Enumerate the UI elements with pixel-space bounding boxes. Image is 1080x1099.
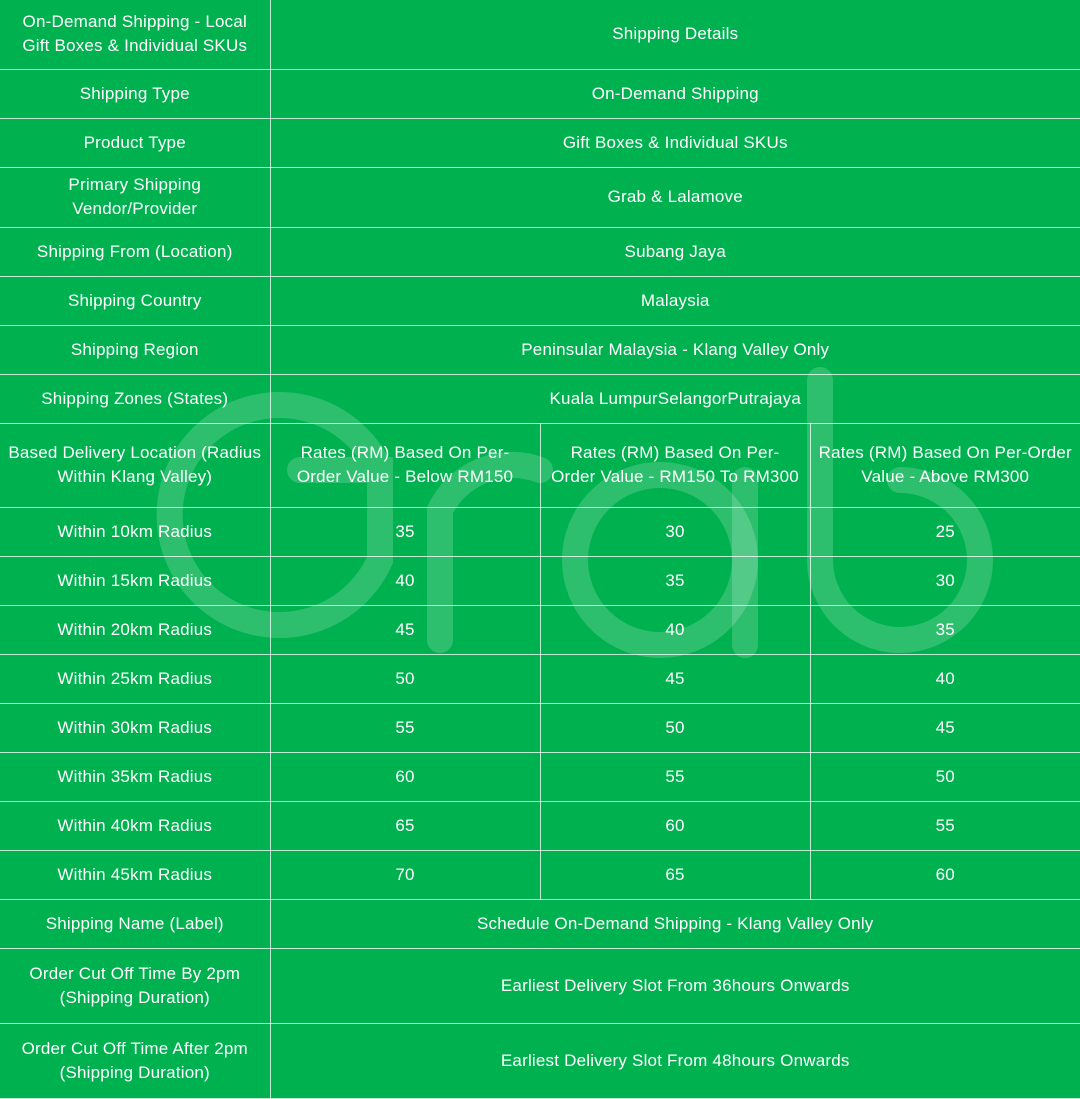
rate-radius: Within 15km Radius	[0, 556, 270, 605]
rate-value: 55	[810, 801, 1080, 850]
rate-row	[0, 703, 1080, 752]
rate-value: 30	[540, 507, 810, 556]
info-label: Shipping Region	[0, 325, 270, 374]
info-row	[0, 276, 1080, 325]
rate-value: 40	[540, 605, 810, 654]
rate-value: 50	[540, 703, 810, 752]
info-row	[0, 374, 1080, 423]
info-label: Product Type	[0, 118, 270, 167]
rate-radius: Within 35km Radius	[0, 752, 270, 801]
rate-row	[0, 507, 1080, 556]
footer-label: Shipping Name (Label)	[0, 899, 270, 948]
rate-value: 45	[810, 703, 1080, 752]
rate-value: 35	[540, 556, 810, 605]
footer-value: Earliest Delivery Slot From 48hours Onwards	[270, 1023, 1080, 1098]
footer-row	[0, 899, 1080, 948]
rate-radius: Within 40km Radius	[0, 801, 270, 850]
rate-value: 50	[270, 654, 540, 703]
rate-value: 35	[270, 507, 540, 556]
rate-radius: Within 10km Radius	[0, 507, 270, 556]
rate-row	[0, 605, 1080, 654]
info-value: Peninsular Malaysia - Klang Valley Only	[270, 325, 1080, 374]
rate-row	[0, 556, 1080, 605]
info-value: Gift Boxes & Individual SKUs	[270, 118, 1080, 167]
rate-value: 65	[270, 801, 540, 850]
rate-value: 60	[540, 801, 810, 850]
rates-header-row	[0, 423, 1080, 507]
rates-header-below-150: Rates (RM) Based On Per-Order Value - Below RM150	[270, 423, 540, 507]
footer-label: Order Cut Off Time After 2pm (Shipping Duration)	[0, 1023, 270, 1098]
rate-row	[0, 654, 1080, 703]
rate-row	[0, 752, 1080, 801]
rate-value: 35	[810, 605, 1080, 654]
header-label: On-Demand Shipping - Local Gift Boxes & Individual SKUs	[0, 0, 270, 69]
info-value: Grab & Lalamove	[270, 167, 1080, 227]
rate-radius: Within 30km Radius	[0, 703, 270, 752]
info-value: On-Demand Shipping	[270, 69, 1080, 118]
info-row	[0, 167, 1080, 227]
rate-radius: Within 45km Radius	[0, 850, 270, 899]
rate-value: 45	[540, 654, 810, 703]
header-value: Shipping Details	[270, 0, 1080, 69]
rate-value: 45	[270, 605, 540, 654]
info-value: Kuala LumpurSelangorPutrajaya	[270, 374, 1080, 423]
rate-value: 60	[810, 850, 1080, 899]
footer-row	[0, 1023, 1080, 1098]
info-label: Shipping Type	[0, 69, 270, 118]
info-label: Primary Shipping Vendor/Provider	[0, 167, 270, 227]
rate-value: 25	[810, 507, 1080, 556]
info-row	[0, 69, 1080, 118]
footer-label: Order Cut Off Time By 2pm (Shipping Duration)	[0, 948, 270, 1023]
info-value: Malaysia	[270, 276, 1080, 325]
rates-header-150-to-300: Rates (RM) Based On Per-Order Value - RM150 To RM300	[540, 423, 810, 507]
rate-value: 40	[810, 654, 1080, 703]
rate-value: 50	[810, 752, 1080, 801]
info-label: Shipping From (Location)	[0, 227, 270, 276]
info-label: Shipping Zones (States)	[0, 374, 270, 423]
info-label: Shipping Country	[0, 276, 270, 325]
rate-radius: Within 20km Radius	[0, 605, 270, 654]
info-row	[0, 118, 1080, 167]
footer-value: Earliest Delivery Slot From 36hours Onwards	[270, 948, 1080, 1023]
rate-value: 65	[540, 850, 810, 899]
rate-value: 55	[540, 752, 810, 801]
rate-value: 60	[270, 752, 540, 801]
footer-value: Schedule On-Demand Shipping - Klang Valley Only	[270, 899, 1080, 948]
rates-header-above-300: Rates (RM) Based On Per-Order Value - Above RM300	[810, 423, 1080, 507]
header-row	[0, 0, 1080, 69]
info-value: Subang Jaya	[270, 227, 1080, 276]
info-row	[0, 227, 1080, 276]
footer-row	[0, 948, 1080, 1023]
rate-value: 55	[270, 703, 540, 752]
rate-row	[0, 850, 1080, 899]
rates-header-location: Based Delivery Location (Radius Within Klang Valley)	[0, 423, 270, 507]
rate-radius: Within 25km Radius	[0, 654, 270, 703]
rate-value: 30	[810, 556, 1080, 605]
rate-value: 70	[270, 850, 540, 899]
rate-value: 40	[270, 556, 540, 605]
rate-row	[0, 801, 1080, 850]
info-row	[0, 325, 1080, 374]
